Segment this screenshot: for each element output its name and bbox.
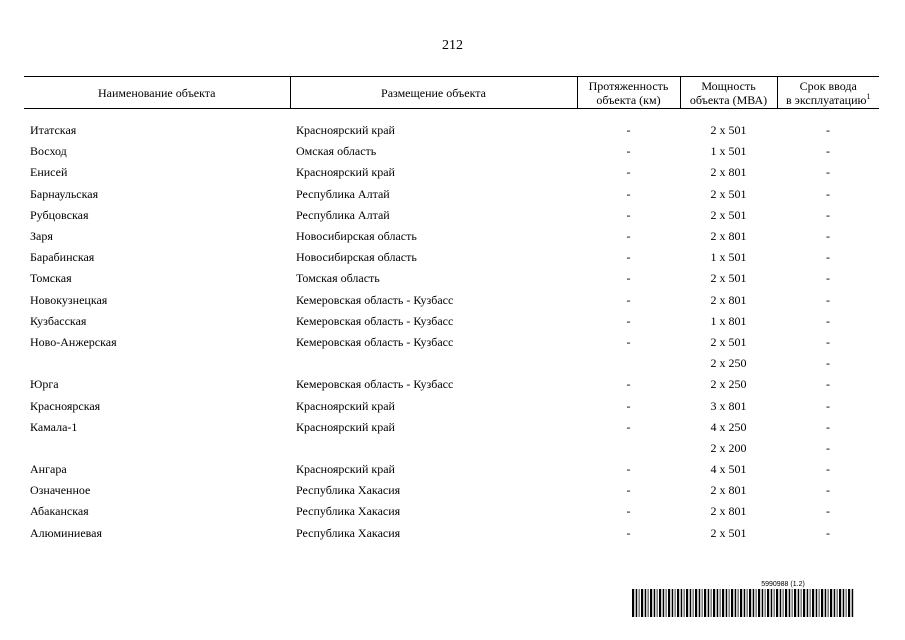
cell-placement: Новосибирская область <box>296 250 417 265</box>
barcode-bar <box>789 589 791 617</box>
barcode-bar <box>828 589 829 617</box>
cell-length: - <box>626 313 631 328</box>
barcode-bar <box>816 589 818 617</box>
barcode-bar <box>659 589 661 617</box>
cell-length: - <box>626 271 631 286</box>
barcode-bar <box>846 589 847 617</box>
table-row <box>24 226 879 247</box>
cell-term: - <box>826 271 830 286</box>
barcode-bar <box>675 589 676 617</box>
header-term-footnote: 1 <box>866 91 871 101</box>
cell-length: - <box>626 419 631 434</box>
barcode-bar <box>852 589 854 617</box>
cell-power: 4 x 501 <box>710 462 747 477</box>
barcode-bar <box>677 589 679 617</box>
barcode-bar <box>699 589 701 617</box>
cell-placement: Новосибирская область <box>296 229 417 244</box>
table-row <box>24 268 879 289</box>
cell-term: - <box>826 229 830 244</box>
cell-placement: Республика Хакасия <box>296 525 401 540</box>
barcode-bar <box>657 589 658 617</box>
barcode-bar <box>672 589 674 617</box>
barcode-bar <box>717 589 719 617</box>
header-placement: Размещение объекта <box>290 77 577 109</box>
cell-power: 1 x 501 <box>710 144 747 159</box>
cell-placement: Кемеровская область - Кузбасс <box>296 377 454 392</box>
cell-name <box>24 438 290 459</box>
cell-power: 2 x 250 <box>710 356 747 371</box>
cell-name: Барнаульская <box>30 186 99 201</box>
barcode-bar <box>810 589 811 617</box>
barcode-bar <box>695 589 697 617</box>
cell-power: 3 x 801 <box>710 398 747 413</box>
cell-length: - <box>626 334 631 349</box>
cell-name: Ангара <box>30 462 67 477</box>
cell-term: - <box>826 462 830 477</box>
cell-name: Красноярская <box>30 398 101 413</box>
page-number: 212 <box>442 38 463 53</box>
table-row <box>24 459 879 480</box>
cell-name: Барабинская <box>30 250 95 265</box>
barcode-bar <box>758 589 760 617</box>
cell-term: - <box>826 525 830 540</box>
barcode-bar <box>704 589 706 617</box>
cell-name: Енисей <box>30 165 68 180</box>
header-length-line1: Протяженность <box>588 78 669 93</box>
table-row <box>24 374 879 395</box>
cell-placement <box>290 438 577 459</box>
barcode-bar <box>722 589 724 617</box>
barcode-bar <box>729 589 730 617</box>
barcode-bar <box>771 589 773 617</box>
cell-length: - <box>626 229 631 244</box>
barcode-bar <box>837 589 838 617</box>
cell-name: Восход <box>30 144 67 159</box>
cell-length <box>577 353 680 374</box>
cell-placement: Томская область <box>296 271 380 286</box>
barcode-bar <box>681 589 683 617</box>
cell-placement: Республика Алтай <box>296 207 390 222</box>
cell-power: 2 x 200 <box>710 440 747 455</box>
cell-length: - <box>626 377 631 392</box>
table-row <box>24 247 879 268</box>
barcode-block <box>632 581 856 617</box>
header-power <box>680 77 777 109</box>
barcode-bar <box>807 589 809 617</box>
table-row <box>24 311 879 332</box>
barcode-bar <box>803 589 805 617</box>
cell-placement <box>290 353 577 374</box>
barcode-bar <box>636 589 638 617</box>
cell-length: - <box>626 525 631 540</box>
cell-length: - <box>626 250 631 265</box>
cell-term: - <box>826 292 830 307</box>
cell-power: 2 x 501 <box>710 123 747 138</box>
cell-power: 2 x 501 <box>710 207 747 222</box>
barcode-bar <box>783 589 784 617</box>
cell-term: - <box>826 207 830 222</box>
barcode-bar <box>821 589 823 617</box>
cell-name: Томская <box>30 271 72 286</box>
cell-name: Абаканская <box>30 504 89 519</box>
cell-power: 2 x 801 <box>710 229 747 244</box>
cell-length: - <box>626 186 631 201</box>
table-row <box>24 417 879 438</box>
cell-placement: Красноярский край <box>296 165 395 180</box>
cell-power: 1 x 801 <box>710 313 747 328</box>
cell-term: - <box>826 504 830 519</box>
barcode-bar <box>663 589 665 617</box>
cell-length: - <box>626 504 631 519</box>
barcode-bar <box>753 589 755 617</box>
cell-placement: Кемеровская область - Кузбасс <box>296 334 454 349</box>
barcode-bar <box>650 589 652 617</box>
barcode-bar <box>774 589 775 617</box>
table-header-row <box>24 77 879 109</box>
cell-power: 2 x 501 <box>710 186 747 201</box>
barcode-bar <box>632 589 634 617</box>
cell-power: 2 x 501 <box>710 525 747 540</box>
barcode-bar <box>819 589 820 617</box>
header-power-line2: объекта (МВА) <box>689 92 768 107</box>
barcode-bar <box>713 589 715 617</box>
cell-power: 2 x 501 <box>710 334 747 349</box>
cell-term: - <box>826 250 830 265</box>
barcode-bar <box>767 589 769 617</box>
cell-length: - <box>626 207 631 222</box>
table-row <box>24 395 879 416</box>
cell-power: 1 x 501 <box>710 250 747 265</box>
table-row <box>24 162 879 183</box>
barcode-bar <box>738 589 739 617</box>
cell-term: - <box>826 356 830 371</box>
cell-term: - <box>826 144 830 159</box>
barcode-bar <box>639 589 640 617</box>
barcode-bar <box>693 589 694 617</box>
table-row <box>24 438 879 459</box>
cell-placement: Кемеровская область - Кузбасс <box>296 313 454 328</box>
barcode-bar <box>645 589 647 617</box>
barcode-bar <box>668 589 670 617</box>
barcode-bar <box>792 589 793 617</box>
barcode-bar <box>794 589 796 617</box>
barcode-bar <box>848 589 850 617</box>
cell-name: Новокузнецкая <box>30 292 108 307</box>
cell-length: - <box>626 165 631 180</box>
header-term <box>777 77 879 109</box>
cell-name: Кузбасская <box>30 313 87 328</box>
cell-name: Юрга <box>30 377 59 392</box>
header-power-line1: Мощность <box>701 78 756 93</box>
table-row <box>24 120 879 141</box>
cell-term: - <box>826 165 830 180</box>
table-row <box>24 184 879 205</box>
cell-placement: Красноярский край <box>296 123 395 138</box>
cell-placement: Республика Хакасия <box>296 483 401 498</box>
barcode-bar <box>731 589 733 617</box>
barcode-bar <box>708 589 710 617</box>
cell-placement: Омская область <box>296 144 377 159</box>
cell-power: 4 x 250 <box>710 419 747 434</box>
barcode-bar <box>776 589 778 617</box>
cell-term: - <box>826 123 830 138</box>
barcode-bar <box>749 589 751 617</box>
header-length-line2: объекта (км) <box>596 92 661 107</box>
cell-length: - <box>626 123 631 138</box>
header-term-line2: в эксплуатацию <box>786 92 867 107</box>
barcode-bar <box>798 589 800 617</box>
cell-name: Камала-1 <box>30 419 78 434</box>
cell-term: - <box>826 377 830 392</box>
table-row <box>24 353 879 374</box>
cell-placement: Республика Алтай <box>296 186 390 201</box>
barcode-bar <box>684 589 685 617</box>
barcode-image <box>632 589 856 617</box>
table-body <box>24 109 879 544</box>
barcode-bar <box>801 589 802 617</box>
cell-length: - <box>626 483 631 498</box>
barcode-bar <box>780 589 782 617</box>
header-name: Наименование объекта <box>24 77 290 109</box>
cell-power: 2 x 801 <box>710 292 747 307</box>
barcode-bar <box>834 589 836 617</box>
barcode-bar <box>830 589 832 617</box>
cell-length: - <box>626 398 631 413</box>
header-length <box>577 77 680 109</box>
cell-power: 2 x 801 <box>710 504 747 519</box>
cell-placement: Республика Хакасия <box>296 504 401 519</box>
cell-placement: Красноярский край <box>296 462 395 477</box>
cell-name: Означенное <box>30 483 91 498</box>
barcode-bar <box>744 589 746 617</box>
header-term-line1: Срок ввода <box>799 78 857 93</box>
cell-name: Заря <box>30 229 53 244</box>
cell-name: Алюминиевая <box>30 525 102 540</box>
barcode-bar <box>765 589 766 617</box>
table-row <box>24 141 879 162</box>
barcode-bar <box>762 589 764 617</box>
cell-placement: Красноярский край <box>296 419 395 434</box>
table-row <box>24 332 879 353</box>
barcode-bar <box>720 589 721 617</box>
barcode-bar <box>740 589 742 617</box>
cell-term: - <box>826 186 830 201</box>
cell-length: - <box>626 292 631 307</box>
table-row <box>24 290 879 311</box>
cell-power: 2 x 801 <box>710 483 747 498</box>
spacer-row <box>24 109 879 121</box>
cell-length: - <box>626 462 631 477</box>
cell-term: - <box>826 440 830 455</box>
cell-name: Рубцовская <box>30 207 89 222</box>
cell-term: - <box>826 313 830 328</box>
cell-name <box>24 353 290 374</box>
barcode-bar <box>641 589 643 617</box>
barcode-bar <box>785 589 787 617</box>
cell-length <box>577 438 680 459</box>
table-row <box>24 501 879 522</box>
barcode-bar <box>726 589 728 617</box>
cell-name: Итатская <box>30 123 77 138</box>
barcode-bar <box>735 589 737 617</box>
barcode-bar <box>747 589 748 617</box>
cell-name: Ново-Анжерская <box>30 334 117 349</box>
cell-term: - <box>826 398 830 413</box>
barcode-bar <box>812 589 814 617</box>
cell-term: - <box>826 419 830 434</box>
cell-power: 2 x 501 <box>710 271 747 286</box>
barcode-bar <box>654 589 656 617</box>
barcode-bar <box>690 589 692 617</box>
barcode-bar <box>756 589 757 617</box>
table-row <box>24 205 879 226</box>
barcode-label: 5990988 (1.2) <box>761 581 805 588</box>
table-row <box>24 480 879 501</box>
barcode-bar <box>686 589 688 617</box>
barcode-bar <box>648 589 649 617</box>
cell-term: - <box>826 334 830 349</box>
cell-placement: Кемеровская область - Кузбасс <box>296 292 454 307</box>
barcode-bar <box>825 589 827 617</box>
barcode-bar <box>702 589 703 617</box>
cell-placement: Красноярский край <box>296 398 395 413</box>
cell-power: 2 x 250 <box>710 377 747 392</box>
barcode-bar <box>843 589 845 617</box>
cell-term: - <box>826 483 830 498</box>
barcode-bar <box>666 589 667 617</box>
cell-length: - <box>626 144 631 159</box>
objects-table <box>24 76 879 544</box>
barcode-bar <box>839 589 841 617</box>
table-row <box>24 523 879 544</box>
cell-power: 2 x 801 <box>710 165 747 180</box>
barcode-bar <box>711 589 712 617</box>
